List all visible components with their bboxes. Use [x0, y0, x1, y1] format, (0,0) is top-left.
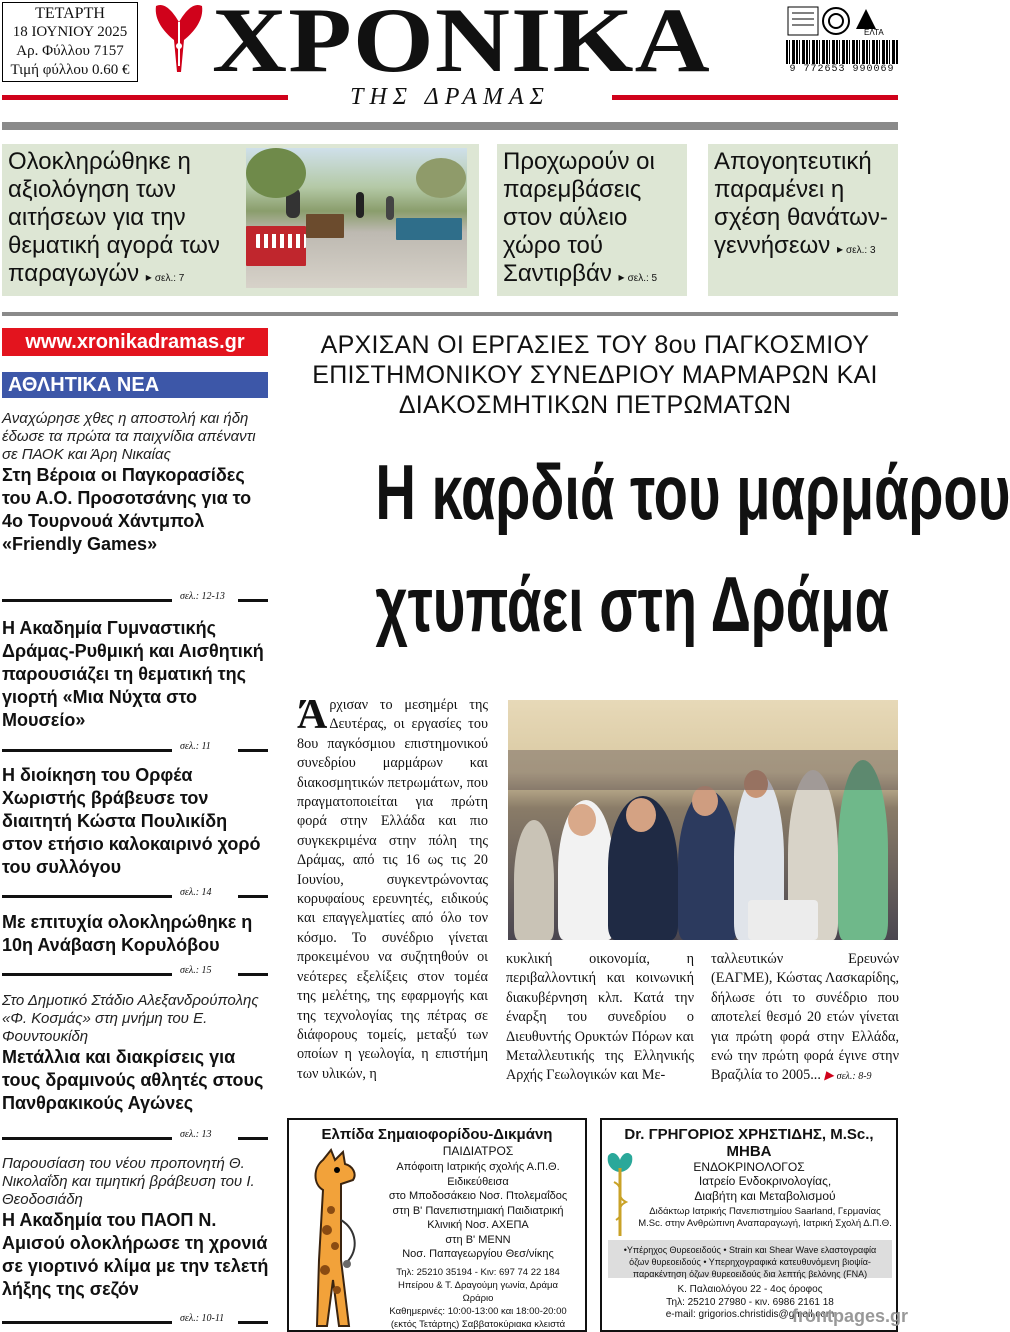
masthead-rule-right — [612, 95, 898, 100]
pediatrician-ad[interactable] — [287, 1118, 587, 1332]
website-url[interactable]: www.xronikadramas.gr — [2, 328, 268, 356]
sports-item[interactable] — [2, 764, 270, 879]
teaser-divider — [2, 312, 898, 316]
page-ref: σελ.: 13 — [180, 1129, 212, 1140]
page-ref: σελ.: 10-11 — [180, 1313, 225, 1324]
market-photo — [246, 148, 467, 288]
sports-kicker: Παρουσίαση του νέου προπονητή Θ. Νικολαΐδη και τιμητική βράβευση του Ι. Θεοδοσιάδη — [2, 1155, 255, 1208]
date-box — [2, 2, 138, 82]
sports-headline: Η Ακαδημία Γυμναστικής Δράμας-Ρυθμική και Αισθητική παρουσιάζει τη θεματική της γιορτή «Μια Νύχτα στο Μουσείο» — [2, 618, 264, 730]
pediatrician-name: Ελπίδα Σημαιοφορίδου-Δικμάνη — [321, 1126, 553, 1143]
page-ref: σελ.: 12-13 — [180, 591, 225, 602]
article-column-1: Άρχισαν το μεσημέρι της Δευτέρας, οι εργασίες του 8ου παγκόσμιου επιστημονικού συνεδρίου μαρμάρων και διακοσμητικών πετρωμάτων, που πραγματοποιείται για πρώτη φορά στην Ελλάδα και πιο συγκεκριμένα στην πόλη της Δράμας, από τις 16 ως τις 20 Ιουνίου, συγκεντρώνοντας κορυφαίους ερευνητές, ειδικούς και επαγγελματίες από όλο τον κόσμο. Το συνέδριο γίνεται προκειμένου να συζητηθούν οι νεότερες εξελίξεις στον τομέα της μελέτης, της εφαρμογής και της τεχνολογίας της πέτρας σε διάφορους τομείς, μεταξύ των οποίων η γεωλογία, η επιστήμη των υλικών, η — [297, 692, 488, 1082]
teaser-santirvan[interactable] — [497, 144, 687, 296]
endocrinologist-title: ΕΝΔΟΚΡΙΝΟΛΟΓΟΣ — [693, 1160, 805, 1174]
page-ref-bar — [2, 591, 268, 604]
sports-headline: Η διοίκηση του Ορφέα Χωριστής βράβευσε τον διαιτητή Κώστα Πουλικίδη στον ετήσιο καλοκαιρινό χορό του συλλόγου — [2, 765, 261, 877]
sports-kicker: Στο Δημοτικό Στάδιο Αλεξανδρούπολης «Φ. Κοσμάς» στη μνήμη του Ε. Φουντουκίδη — [2, 992, 259, 1045]
teaser-text: Προχωρούν οι παρεμβάσεις στον αύλειο χώρο τού Σαντιρβάν ▸ σελ.: 5 — [503, 148, 687, 293]
giraffe-icon — [297, 1150, 371, 1328]
page-ref: ▸ σελ.: 3 — [837, 245, 876, 256]
issue-price: Τιμή φύλλου 0.60 € — [10, 62, 130, 78]
sports-headline: Με επιτυχία ολοκληρώθηκε η 10η Ανάβαση Κορυλόβου — [2, 912, 253, 955]
sports-item[interactable] — [2, 410, 270, 556]
article-column-2: κυκλική οικονομία, η περιβαλλοντική και κοινωνική διακυβέρνηση κλπ. Κατά την έναρξη του συνεδρίου ο Διευθυντής Ορυκτών Πόρων και Μεταλλευτικής της Ελληνικής Αρχής Γεωλογικών και Με- — [506, 951, 694, 1084]
sports-headline: Μετάλλια και διακρίσεις για τους δραμινούς αθλητές στους Πανθρακικούς Αγώνες — [2, 1047, 264, 1113]
page-ref: ▶ σελ.: 8-9 — [824, 1071, 871, 1082]
page-ref: σελ.: 14 — [180, 887, 212, 898]
endocrinologist-services: •Υπέρηχος Θυρεοειδούς • Strain και Shear Wave ελαστογραφία όζων θυρεοειδούς • Υπερηχογραφικά κατευθυνόμενη βιοψία-παρακέντηση όζων θυρεοειδούς δια λεπτής βελόνης (FNA) — [608, 1240, 892, 1278]
issue-number: Αρ. Φύλλου 7157 — [16, 43, 124, 59]
drop-cap: Ά — [297, 692, 328, 738]
endocrinologist-contact: Κ. Παλαιολόγου 22 - 4ος όροφος Τηλ: 25210 27980 - κιν. 6986 2161 18 e-mail: grigorios.christidis@gmail.com — [665, 1284, 835, 1320]
page-ref-bar — [2, 1129, 268, 1142]
elta-badge: ΕΛΤΑ — [864, 28, 884, 37]
watermark: frontpages.gr — [792, 1306, 909, 1326]
barcode-number: 9 772653 990069 — [786, 64, 898, 76]
sports-kicker: Αναχώρησε χθες η αποστολή και ήδη έδωσε τα πρώτα τα παιχνίδια απέναντι σε ΠΑΟΚ και Άρη Νικαίας — [2, 410, 256, 463]
pediatrician-credentials: Απόφοιτη Ιατρικής σχολής Α.Π.Θ. Ειδικεύθεισα στο Μποδοσάκειο Νοσ. Πτολεμαΐδος στη Β' Πανεπιστημιακή Παιδιατρική Κλινική Νοσ. ΑΧΕΠΑ στη Β' ΜΕΝΝ Νοσ. Παπαγεωργίου Θεσ/νίκης — [388, 1161, 568, 1260]
sports-item[interactable] — [2, 911, 270, 957]
endocrinologist-practice: Ιατρείο Ενδοκρινολογίας, Διαβήτη και Μεταβολισμού — [694, 1174, 836, 1203]
certification-badges-icon — [786, 3, 898, 41]
headline-line-2: χτυπάει στη Δράμα — [375, 560, 890, 648]
main-kicker: ΑΡΧΙΣΑΝ ΟΙ ΕΡΓΑΣΙΕΣ ΤΟΥ 8ου ΠΑΓΚΟΣΜΙΟΥ ΕΠΙΣΤΗΜΟΝΙΚΟΥ ΣΥΝΕΔΡΙΟΥ ΜΑΡΜΑΡΩΝ ΚΑΙ ΔΙΑΚΟΣΜΗΤΙΚΩΝ ΠΕΤΡΩΜΑΤΩΝ — [312, 331, 878, 419]
newspaper-title: ΧΡΟΝΙΚΑ — [212, 0, 711, 91]
teaser-births[interactable] — [708, 144, 898, 296]
page-ref: ▸ σελ.: 5 — [619, 273, 658, 284]
pediatrician-contact: Τηλ: 25210 35194 - Κιν: 697 74 22 184 Ηπείρου & Τ. Δραγούμη γωνία, Δράμα Ωράριο Καθημερινές: 10:00-13:00 και 18:00-20:00 (εκτός Τετάρτης) Σαββατοκύριακα κλειστά — [389, 1267, 567, 1330]
quill-logo-icon — [150, 0, 208, 80]
thyroid-caduceus-icon — [606, 1148, 634, 1238]
issue-day: ΤΕΤΑΡΤΗ — [35, 5, 105, 22]
page-ref-bar — [2, 1313, 268, 1326]
page-ref: σελ.: 15 — [180, 965, 212, 976]
issue-date: 18 ΙΟΥΝΙΟΥ 2025 — [12, 24, 128, 40]
page-ref-bar — [2, 887, 268, 900]
pediatrician-title: ΠΑΙΔΙΑΤΡΟΣ — [442, 1144, 514, 1158]
article-column-3: ταλλευτικών Ερευνών (ΕΑΓΜΕ), Κώστας Λασκαρίδης, δήλωσε ότι το συνέδριο που αποτελεί θεσμό 20 ετών γίνεται για πρώτη φορά στην Ελλάδα, ενώ την πρώτη φορά έγινε στην Βραζιλία το 2005... ▶ σελ.: 8-9 — [711, 950, 899, 1087]
teaser-text: Απογοητευτική παραμένει η σχέση θανάτων-γεννήσεων ▸ σελ.: 3 — [714, 148, 898, 265]
endocrinologist-ad[interactable] — [600, 1118, 898, 1332]
headline-line-1: Η καρδιά του μαρμάρου — [375, 448, 1010, 536]
main-headline[interactable] — [375, 436, 1010, 660]
sports-headline: Στη Βέροια οι Παγκορασίδες του Α.Ο. Προσοτσάνης για το 4ο Τουρνουά Χάντμπολ «Friendly Games» — [2, 465, 252, 554]
page-ref-bar — [2, 965, 268, 978]
newspaper-subtitle: ΤΗΣ ΔΡΑΜΑΣ — [350, 84, 550, 110]
sports-item[interactable] — [2, 1155, 270, 1301]
endocrinologist-credentials: Διδάκτωρ Ιατρικής Πανεπιστημίου Saarland, Γερμανίας M.Sc. στην Ανθρώπινη Αναπαραγωγή, Ιατρική Σχολή Δ.Π.Θ. — [638, 1206, 892, 1229]
endocrinologist-name: Dr. ΓΡΗΓΟΡΙΟΣ ΧΡΗΣΤΙΔΗΣ, M.Sc., MHBA — [624, 1126, 874, 1160]
sports-item[interactable] — [2, 617, 270, 732]
sports-item[interactable] — [2, 992, 270, 1115]
masthead-rule-left — [2, 95, 288, 100]
page-ref-bar — [2, 741, 268, 754]
page-ref: σελ.: 11 — [180, 741, 211, 752]
sports-section-header: ΑΘΛΗΤΙΚΑ ΝΕΑ — [2, 372, 268, 398]
sports-headline: Η Ακαδημία του ΠΑΟΠ Ν. Αμισού ολοκλήρωσε τη χρονιά σε γιορτινό κλίμα με την τελετή λήξης της σεζόν — [2, 1210, 269, 1299]
conference-photo — [508, 700, 898, 940]
teaser-text: Ολοκληρώθηκε η αξιολόγηση των αιτήσεων για την θεματική αγορά των παραγωγών ▸ σελ.: 7 — [8, 148, 240, 293]
masthead-divider — [2, 122, 898, 130]
page-ref: ▸ σελ.: 7 — [146, 273, 185, 284]
